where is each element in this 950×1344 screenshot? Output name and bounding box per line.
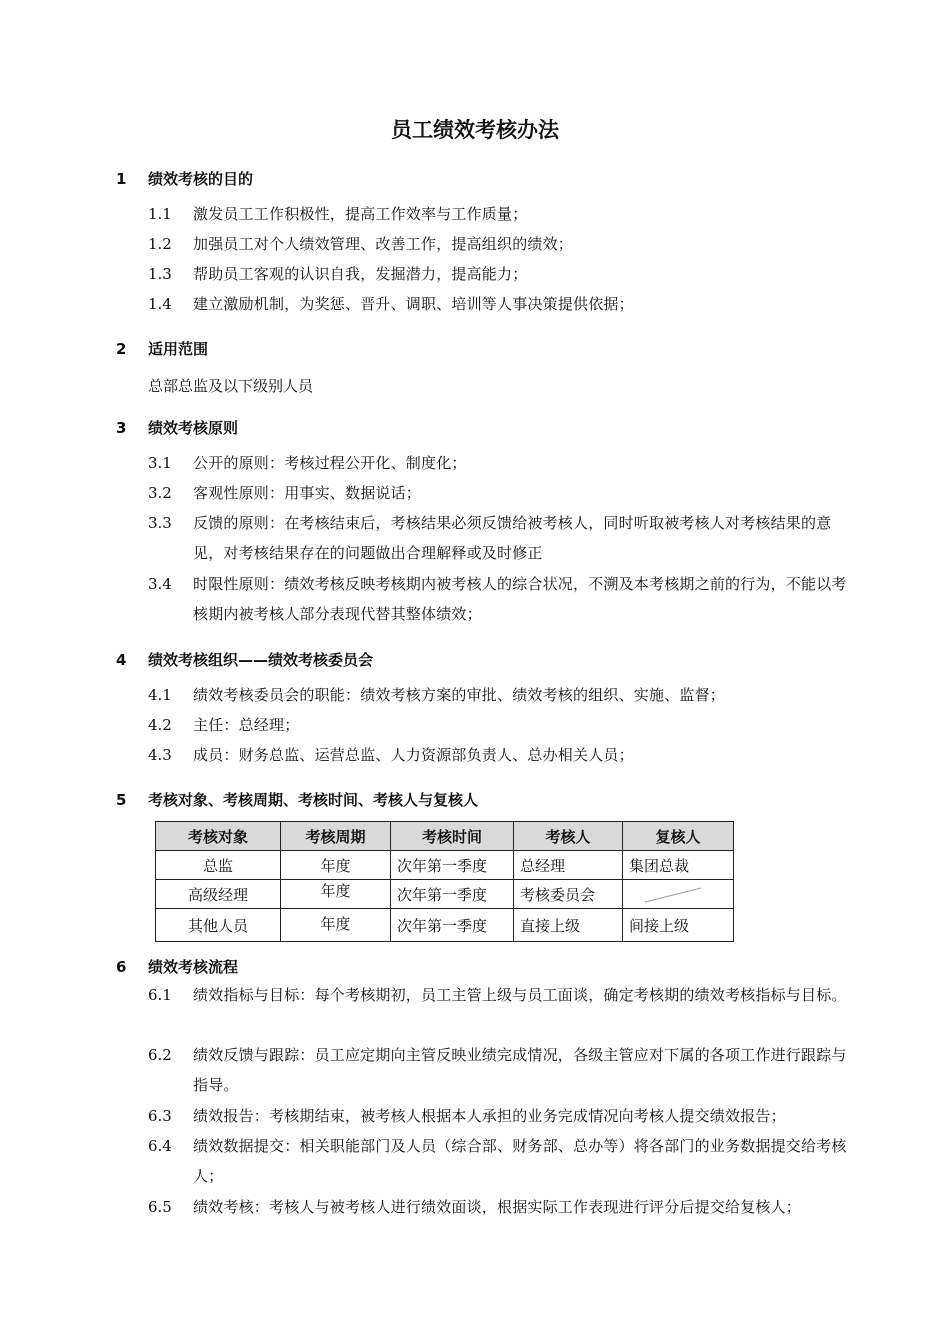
section-6-heading [116, 956, 238, 977]
item-text: 成员：财务总监、运营总监、人力资源部负责人、总办相关人员； [193, 746, 634, 764]
item-number: 6.3 [148, 1107, 172, 1125]
section-title: 绩效考核流程 [148, 958, 239, 976]
item-text: 主任：总经理； [193, 716, 300, 734]
table-cell: 高级经理 [156, 880, 281, 909]
section-title: 绩效考核原则 [148, 419, 239, 437]
item-text: 加强员工对个人绩效管理、改善工作，提高组织的绩效； [193, 235, 574, 253]
table-cell: 次年第一季度 [391, 880, 514, 909]
item-number: 1.1 [148, 205, 172, 223]
document-title: 员工绩效考核办法 [391, 118, 559, 142]
empty-slash-cell [623, 880, 734, 909]
item-text: 绩效数据提交：相关职能部门及人员（综合部、财务部、总办等）将各部门的业务数据提交给考核人； [193, 1137, 847, 1185]
item-number: 3.3 [148, 514, 172, 532]
item-number: 4.1 [148, 686, 172, 704]
scope-text: 总部总监及以下级别人员 [148, 377, 314, 395]
column-header: 考核周期 [281, 822, 391, 851]
section-title: 绩效考核组织——绩效考核委员会 [148, 651, 374, 669]
item-text: 绩效考核：考核人与被考核人进行绩效面谈，根据实际工作表现进行评分后提交给复核人； [193, 1198, 802, 1216]
item-text: 时限性原则：绩效考核反映考核期内被考核人的综合状况，不溯及本考核期之前的行为，不能以考核期内被考核人部分表现代替其整体绩效； [193, 575, 847, 623]
section-number: 5 [116, 791, 127, 809]
section-number: 3 [116, 419, 127, 437]
column-header: 考核对象 [156, 822, 281, 851]
table-cell: 次年第一季度 [391, 909, 514, 942]
item-number: 4.3 [148, 746, 172, 764]
section-3-heading [116, 417, 238, 438]
section-number: 6 [116, 958, 127, 976]
table-cell: 总经理 [514, 851, 623, 880]
section-title: 考核对象、考核周期、考核时间、考核人与复核人 [148, 791, 479, 809]
table-cell: 年度 [281, 851, 391, 880]
item-text: 建立激励机制，为奖惩、晋升、调职、培训等人事决策提供依据； [193, 295, 634, 313]
table-cell: 直接上级 [514, 909, 623, 942]
item-number: 3.1 [148, 454, 172, 472]
table-cell: 年度 [281, 880, 391, 909]
item-number: 1.4 [148, 295, 172, 313]
assessment-table [155, 821, 734, 942]
diagonal-slash-line [643, 886, 703, 904]
table-cell: 其他人员 [156, 909, 281, 942]
column-header: 考核人 [514, 822, 623, 851]
item-text: 客观性原则：用事实、数据说话； [193, 484, 422, 502]
table-row [156, 909, 734, 942]
section-title: 绩效考核的目的 [148, 170, 254, 188]
item-number: 6.5 [148, 1198, 172, 1216]
table-header-row [156, 822, 734, 851]
section-number: 1 [116, 170, 127, 188]
section-number: 4 [116, 651, 127, 669]
item-text: 帮助员工客观的认识自我，发掘潜力，提高能力； [193, 265, 528, 283]
table-cell: 集团总裁 [623, 851, 734, 880]
section-5-heading [116, 789, 478, 810]
column-header: 考核时间 [391, 822, 514, 851]
table-cell: 年度 [281, 909, 391, 942]
table-row [156, 880, 734, 909]
table-cell: 总监 [156, 851, 281, 880]
section-title: 适用范围 [148, 340, 209, 358]
item-number: 1.2 [148, 235, 172, 253]
item-number: 6.4 [148, 1137, 172, 1155]
item-number: 6.1 [148, 986, 172, 1004]
item-number: 3.4 [148, 575, 172, 593]
item-number: 1.3 [148, 265, 172, 283]
table-cell: 间接上级 [623, 909, 734, 942]
section-2-heading [116, 338, 208, 359]
table-cell: 次年第一季度 [391, 851, 514, 880]
table-cell: 考核委员会 [514, 880, 623, 909]
item-number: 6.2 [148, 1046, 172, 1064]
item-text: 反馈的原则：在考核结束后，考核结果必须反馈给被考核人，同时听取被考核人对考核结果的意见，对考核结果存在的问题做出合理解释或及时修正 [193, 514, 832, 562]
item-text: 绩效指标与目标：每个考核期初，员工主管上级与员工面谈，确定考核期的绩效考核指标与目标。 [193, 986, 847, 1004]
item-text: 绩效报告：考核期结束，被考核人根据本人承担的业务完成情况向考核人提交绩效报告； [193, 1107, 786, 1125]
section-1-heading [116, 168, 253, 189]
item-number: 4.2 [148, 716, 172, 734]
column-header: 复核人 [623, 822, 734, 851]
section-number: 2 [116, 340, 127, 358]
item-text: 绩效考核委员会的职能：绩效考核方案的审批、绩效考核的组织、实施、监督； [193, 686, 726, 704]
table-row [156, 851, 734, 880]
item-text: 绩效反馈与跟踪：员工应定期向主管反映业绩完成情况，各级主管应对下属的各项工作进行跟踪与指导。 [193, 1046, 847, 1094]
item-text: 激发员工工作积极性，提高工作效率与工作质量； [193, 205, 528, 223]
item-text: 公开的原则：考核过程公开化、制度化； [193, 454, 467, 472]
section-4-heading [116, 649, 373, 670]
item-number: 3.2 [148, 484, 172, 502]
